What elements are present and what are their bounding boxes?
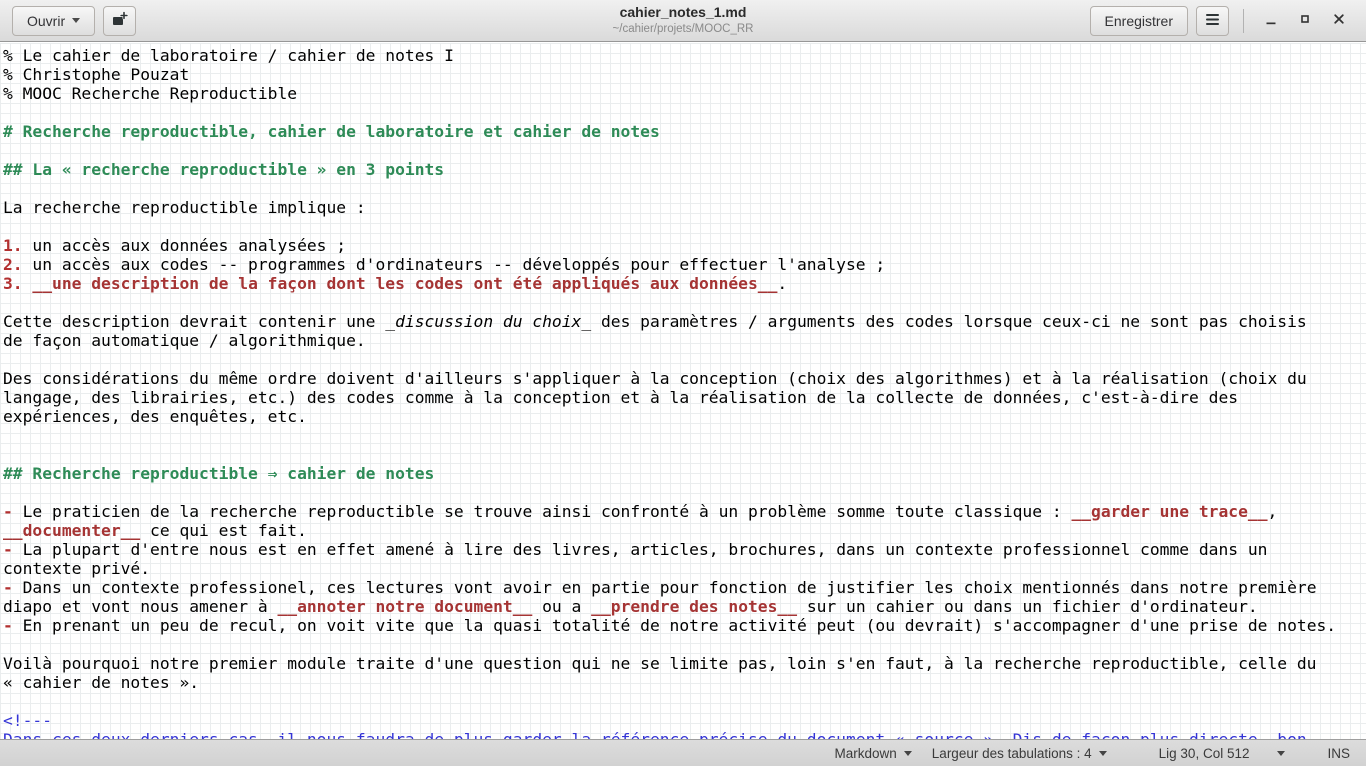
maximize-icon: [1298, 12, 1312, 29]
open-button[interactable]: [12, 6, 95, 36]
editor-line: 2. un accès aux codes -- programmes d'ordinateurs -- développés pour effectuer l'analyse ;: [3, 255, 886, 274]
editor-line: La recherche reproductible implique :: [3, 198, 366, 217]
minimize-button[interactable]: [1258, 8, 1284, 34]
hamburger-icon: [1205, 13, 1220, 29]
text-editor-area[interactable]: [0, 43, 1366, 739]
editor-line: % Christophe Pouzat: [3, 65, 190, 84]
tab-width-selector[interactable]: [932, 746, 1107, 761]
chevron-down-icon: [72, 18, 80, 23]
editor-line: ## La « recherche reproductible » en 3 points: [3, 160, 445, 179]
language-mode-selector[interactable]: [835, 746, 912, 761]
editor-line: [0, 217, 1366, 236]
editor-line: [0, 103, 1366, 122]
editor-line: expériences, des enquêtes, etc.: [3, 407, 307, 426]
document-title: cahier_notes_1.md: [619, 4, 747, 20]
editor-line: [0, 483, 1366, 502]
editor-line: de façon automatique / algorithmique.: [3, 331, 366, 350]
headerbar-right: [1090, 6, 1366, 36]
editor-line: - En prenant un peu de recul, on voit vite que la quasi totalité de notre activité peut (ou devrait) s'accompagner d'une prise de notes.: [3, 616, 1337, 635]
editor-line: [0, 141, 1366, 160]
editor-line: 1. un accès aux données analysées ;: [3, 236, 347, 255]
editor-line: <!---: [3, 711, 53, 730]
goto-line-dropdown-icon[interactable]: [1277, 751, 1285, 756]
editor-line: Voilà pourquoi notre premier module traite d'une question qui ne se limite pas, loin s'en faut, à la recherche reproductible, celle du: [3, 654, 1317, 673]
open-button-label: Ouvrir: [27, 12, 66, 29]
editor-line: [0, 426, 1366, 445]
editor-line: [0, 635, 1366, 654]
chevron-down-icon: [1099, 751, 1107, 756]
editor-line: Des considérations du même ordre doivent d'ailleurs s'appliquer à la conception (choix des algorithmes) et à la réalisation (choix du: [3, 369, 1307, 388]
tab-width-label: Largeur des tabulations : 4: [931, 745, 1092, 761]
headerbar-left: [0, 6, 136, 36]
new-document-button[interactable]: [103, 6, 136, 36]
cursor-position[interactable]: Lig 30, Col 512: [1158, 745, 1250, 761]
new-tab-icon: [112, 11, 128, 30]
minimize-icon: [1264, 12, 1278, 29]
editor-line: contexte privé.: [3, 559, 151, 578]
editor-line: __documenter__ ce qui est fait.: [3, 521, 307, 540]
title-block: [613, 4, 754, 36]
editor-line: « cahier de notes ».: [3, 673, 200, 692]
close-button[interactable]: [1326, 8, 1352, 34]
editor-line: Cette description devrait contenir une _discussion du choix_ des paramètres / arguments des codes lorsque ceux-ci ne sont pas choisis: [3, 312, 1307, 331]
maximize-button[interactable]: [1292, 8, 1318, 34]
headerbar: [0, 0, 1366, 42]
separator: [1243, 9, 1244, 33]
editor-line: - La plupart d'entre nous est en effet amené à lire des livres, articles, brochures, dans un contexte professionnel comme dans un: [3, 540, 1268, 559]
menu-button[interactable]: [1196, 6, 1229, 36]
editor-line: diapo et vont nous amener à __annoter notre document__ ou a __prendre des notes__ sur un cahier ou dans un fichier d'ordinateur.: [3, 597, 1258, 616]
editor-line: % Le cahier de laboratoire / cahier de notes I: [3, 46, 454, 65]
editor-line: langage, des librairies, etc.) des codes comme à la conception et à la réalisation de la collecte de données, c'est-à-dire des: [3, 388, 1239, 407]
insert-mode-indicator: INS: [1327, 745, 1350, 761]
editor-line: [0, 692, 1366, 711]
close-icon: [1332, 12, 1346, 29]
editor-line: 3. __une description de la façon dont les codes ont été appliqués aux données__.: [3, 274, 788, 293]
editor-line: - Le praticien de la recherche reproductible se trouve ainsi confronté à un problème somme toute classique : __garder une trace__,: [3, 502, 1278, 521]
editor-line: [0, 179, 1366, 198]
editor-line: ## Recherche reproductible ⇒ cahier de notes: [3, 464, 435, 483]
editor-line: [0, 293, 1366, 312]
editor-line: # Recherche reproductible, cahier de laboratoire et cahier de notes: [3, 122, 660, 141]
language-mode-label: Markdown: [834, 745, 897, 761]
editor-line: [0, 445, 1366, 464]
document-path: ~/cahier/projets/MOOC_RR: [612, 22, 754, 35]
save-button[interactable]: Enregistrer: [1090, 6, 1188, 36]
editor-line: - Dans un contexte professionel, ces lectures vont avoir en partie pour fonction de justifier les choix mentionnés dans notre première: [3, 578, 1317, 597]
editor-line: [0, 350, 1366, 369]
chevron-down-icon: [904, 751, 912, 756]
editor-line: % MOOC Recherche Reproductible: [3, 84, 298, 103]
statusbar: [0, 739, 1366, 766]
